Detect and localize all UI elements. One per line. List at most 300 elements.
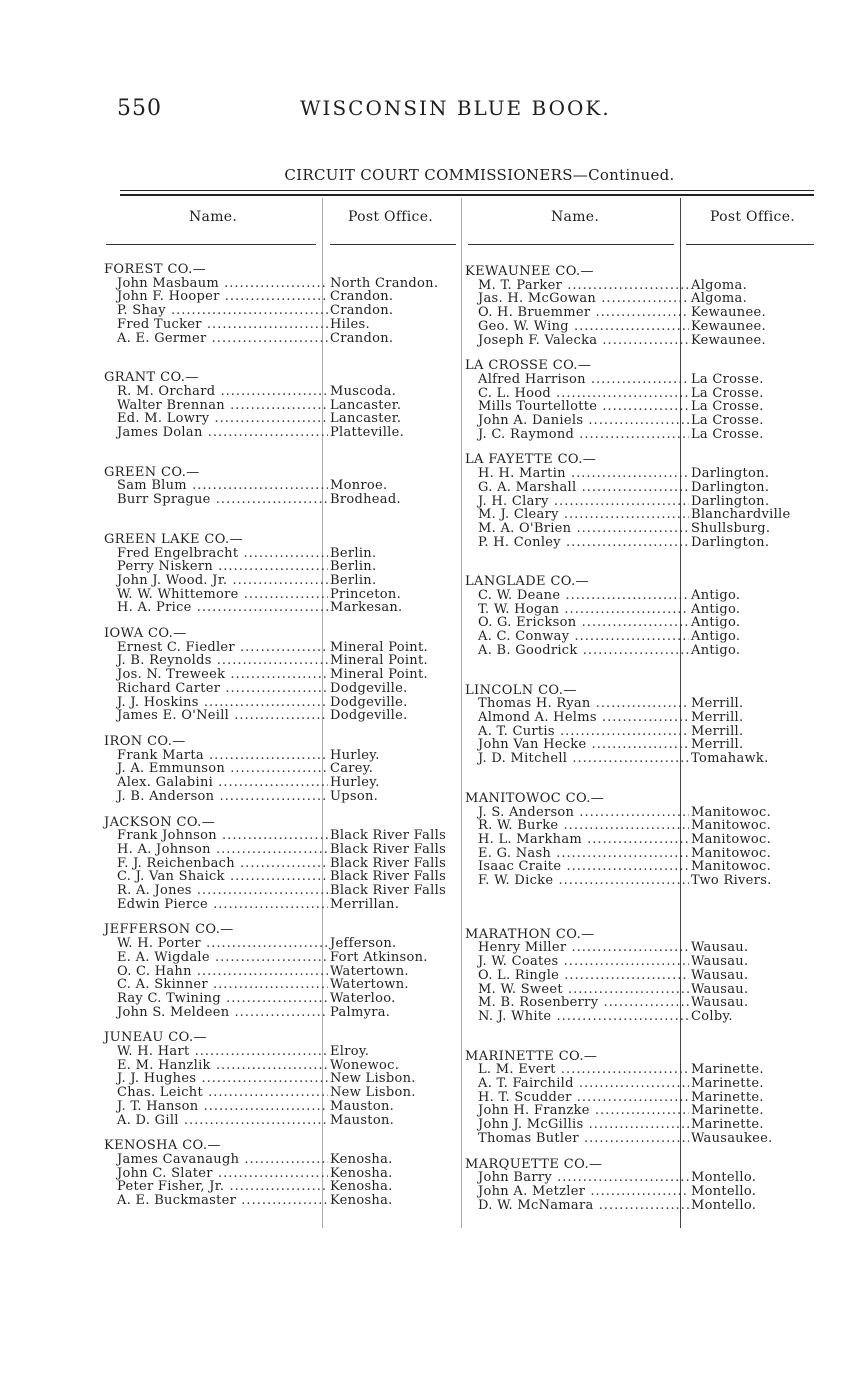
commissioner-row	[465, 983, 815, 997]
county-heading: LA FAYETTE CO.—	[465, 452, 597, 468]
post-office: Kewaunee.	[691, 318, 766, 334]
post-office: Lancaster.	[330, 397, 402, 413]
post-office: Manitowoc.	[691, 818, 772, 834]
commissioner-row	[104, 951, 464, 965]
post-office: Wonewoc.	[330, 1057, 400, 1073]
county-heading: FOREST CO.—	[104, 262, 207, 277]
post-office: Brodhead.	[330, 492, 401, 508]
commissioner-row	[465, 320, 815, 334]
commissioner-name: J. T. Hanson .....	[104, 1100, 328, 1114]
commissioner-name: John Masbaum .....	[104, 277, 328, 291]
post-office: Watertown.	[330, 977, 409, 993]
post-office: Wausau.	[691, 995, 749, 1011]
commissioner-name: John F. Hooper .....	[104, 290, 328, 304]
post-office: Hurley.	[330, 775, 380, 791]
commissioner-name: James Cavanaugh .....	[104, 1153, 328, 1167]
commissioner-row	[104, 937, 464, 951]
county-group	[104, 466, 464, 507]
commissioner-name: Isaac Craite .....	[465, 860, 689, 874]
county-heading: LANGLADE CO.—	[465, 574, 590, 590]
county-heading: MARINETTE CO.—	[465, 1048, 598, 1064]
post-office: Merrill.	[691, 737, 744, 753]
post-office: Kenosha.	[330, 1165, 393, 1181]
commissioner-name: G. A. Marshall .....	[465, 481, 689, 495]
commissioner-name: A. D. Gill .....	[104, 1114, 328, 1128]
post-office: Shullsburg.	[691, 520, 771, 536]
county-heading: LINCOLN CO.—	[465, 682, 577, 698]
commissioner-name: Alfred Harrison .....	[465, 373, 689, 387]
county-heading: MANITOWOC CO.—	[465, 790, 605, 806]
commissioner-name: N. J. White .....	[465, 1010, 689, 1024]
section-title	[0, 166, 859, 184]
commissioner-row	[465, 1171, 815, 1185]
commissioner-row	[104, 290, 464, 304]
commissioner-row	[104, 992, 464, 1006]
post-office: Marinette.	[691, 1103, 764, 1119]
commissioner-row	[104, 898, 464, 912]
commissioner-name: C. L. Hood .....	[465, 387, 689, 401]
top-rule-thick	[120, 194, 814, 196]
commissioner-row	[104, 843, 464, 857]
post-office: Mineral Point.	[330, 667, 428, 683]
post-office-header-left: Post Office.	[348, 209, 434, 225]
commissioner-name: J. C. Raymond .....	[465, 428, 689, 442]
post-office: Colby.	[691, 1008, 733, 1024]
post-office: Merrill.	[691, 709, 744, 725]
commissioner-name: A. C. Conway .....	[465, 630, 689, 644]
county-group	[104, 1031, 464, 1127]
county-group	[465, 1158, 815, 1213]
commissioner-name: John C. Slater .....	[104, 1167, 328, 1181]
commissioner-name: H. H. Martin .....	[465, 467, 689, 481]
commissioner-row	[104, 1059, 464, 1073]
post-office: Crandon.	[330, 289, 394, 305]
post-office: Montello.	[691, 1183, 757, 1199]
commissioner-name: Mills Tourtellotte .....	[465, 400, 689, 414]
post-office: Two Rivers.	[691, 873, 772, 889]
post-office: Muscoda.	[330, 383, 397, 399]
post-office: Kewaunee.	[691, 332, 766, 348]
commissioner-row	[104, 412, 464, 426]
post-office: Berlin.	[330, 572, 377, 588]
commissioner-name: A. T. Fairchild .....	[465, 1077, 689, 1091]
post-office: Antigo.	[691, 629, 741, 645]
commissioner-row	[465, 833, 815, 847]
post-office: Antigo.	[691, 615, 741, 631]
post-office: Mauston.	[330, 1098, 395, 1114]
commissioner-name: Jas. H. McGowan .....	[465, 292, 689, 306]
post-office: La Crosse.	[691, 371, 764, 387]
post-office: Wausau.	[691, 967, 749, 983]
post-office: Waterloo.	[330, 990, 396, 1006]
post-office: Monroe.	[330, 478, 388, 494]
commissioner-row	[104, 1153, 464, 1167]
commissioner-name: John J. McGillis .....	[465, 1118, 689, 1132]
post-office: Kenosha.	[330, 1151, 393, 1167]
commissioner-name: John Barry .....	[465, 1171, 689, 1185]
commissioner-name: Jos. N. Treweek .....	[104, 668, 328, 682]
commissioner-name: Almond A. Helms .....	[465, 711, 689, 725]
post-office: Antigo.	[691, 588, 741, 604]
post-office: Dodgeville.	[330, 680, 408, 696]
commissioner-row	[104, 277, 464, 291]
county-group	[465, 453, 815, 549]
post-office: Kenosha.	[330, 1179, 393, 1195]
commissioner-name: A. E. Buckmaster .....	[104, 1194, 328, 1208]
commissioner-name: M. J. Cleary .....	[465, 508, 689, 522]
commissioner-row	[465, 955, 815, 969]
commissioner-row	[104, 654, 464, 668]
header-rule-2	[330, 244, 456, 245]
commissioner-row	[465, 996, 815, 1010]
post-office: Hiles.	[330, 316, 370, 332]
commissioner-row	[465, 738, 815, 752]
county-group	[104, 533, 464, 615]
post-office: Tomahawk.	[691, 751, 769, 767]
commissioner-row	[104, 1006, 464, 1020]
post-office: Algoma.	[691, 291, 748, 307]
post-office: Markesan.	[330, 600, 403, 616]
commissioner-name: Frank Marta .....	[104, 749, 328, 763]
post-office: Berlin.	[330, 559, 377, 575]
post-office: Manitowoc.	[691, 804, 772, 820]
commissioner-row	[465, 1185, 815, 1199]
commissioner-name: A. T. Curtis .....	[465, 725, 689, 739]
commissioner-row	[465, 860, 815, 874]
commissioner-row	[465, 495, 815, 509]
post-office: Fort Atkinson.	[330, 949, 428, 965]
commissioner-name: M. T. Parker .....	[465, 279, 689, 293]
commissioner-row	[465, 428, 815, 442]
commissioner-name: Chas. Leicht .....	[104, 1086, 328, 1100]
county-heading: KENOSHA CO.—	[104, 1138, 221, 1154]
commissioner-name: J. A. Emmunson .....	[104, 762, 328, 776]
post-office: Wausaukee.	[691, 1130, 773, 1146]
commissioner-row	[104, 790, 464, 804]
commissioner-name: M. B. Rosenberry .....	[465, 996, 689, 1010]
post-office: Merrillan.	[330, 896, 400, 912]
commissioner-row	[104, 884, 464, 898]
post-office: Marinette.	[691, 1117, 764, 1133]
post-office: Mineral Point.	[330, 653, 428, 669]
post-office: Hurley.	[330, 747, 380, 763]
commissioner-name: H. L. Markham .....	[465, 833, 689, 847]
commissioner-name: Edwin Pierce .....	[104, 898, 328, 912]
county-group	[465, 575, 815, 657]
page-number: 550	[117, 96, 162, 121]
post-office: Elroy.	[330, 1044, 370, 1060]
commissioner-name: C. W. Deane .....	[465, 589, 689, 603]
commissioner-name: Fred Tucker .....	[104, 318, 328, 332]
commissioner-name: H. T. Scudder .....	[465, 1091, 689, 1105]
commissioner-row	[104, 479, 464, 493]
commissioner-row	[104, 1194, 464, 1208]
commissioner-row	[104, 749, 464, 763]
commissioner-name: Burr Sprague .....	[104, 493, 328, 507]
commissioner-name: L. M. Evert .....	[465, 1063, 689, 1077]
commissioner-row	[465, 847, 815, 861]
commissioner-row	[104, 385, 464, 399]
commissioner-row	[104, 574, 464, 588]
post-office: Darlington.	[691, 479, 770, 495]
county-heading: JEFFERSON CO.—	[104, 922, 234, 938]
post-office: Marinette.	[691, 1089, 764, 1105]
commissioner-row	[104, 870, 464, 884]
commissioner-row	[104, 668, 464, 682]
commissioner-row	[465, 1063, 815, 1077]
post-office: Black River Falls	[330, 869, 447, 885]
commissioner-name: Richard Carter .....	[104, 682, 328, 696]
commissioner-row	[465, 819, 815, 833]
commissioner-row	[104, 1072, 464, 1086]
commissioner-row	[465, 1104, 815, 1118]
commissioner-row	[465, 334, 815, 348]
commissioner-name: Perry Niskern .....	[104, 560, 328, 574]
commissioner-row	[104, 304, 464, 318]
commissioner-row	[465, 1010, 815, 1024]
commissioner-row	[465, 941, 815, 955]
commissioner-name: O. L. Ringle .....	[465, 969, 689, 983]
commissioner-name: R. A. Jones .....	[104, 884, 328, 898]
commissioner-row	[104, 1114, 464, 1128]
commissioner-name: Thomas H. Ryan .....	[465, 697, 689, 711]
post-office: Kenosha.	[330, 1193, 393, 1209]
commissioner-name: Frank Johnson .....	[104, 829, 328, 843]
commissioner-row	[104, 682, 464, 696]
commissioner-name: Joseph F. Valecka .....	[465, 334, 689, 348]
commissioner-name: John H. Franzke .....	[465, 1104, 689, 1118]
commissioner-name: Ed. M. Lowry .....	[104, 412, 328, 426]
commissioner-row	[465, 400, 815, 414]
county-group	[465, 792, 815, 888]
county-group	[465, 265, 815, 347]
post-office: Lancaster.	[330, 411, 402, 427]
county-group	[104, 1139, 464, 1208]
commissioner-row	[465, 1132, 815, 1146]
commissioner-row	[465, 874, 815, 888]
commissioner-name: E. G. Nash .....	[465, 847, 689, 861]
commissioner-name: E. A. Wigdale .....	[104, 951, 328, 965]
commissioner-name: James Dolan .....	[104, 426, 328, 440]
post-office: La Crosse.	[691, 426, 764, 442]
commissioner-name: J. D. Mitchell .....	[465, 752, 689, 766]
county-heading: IOWA CO.—	[104, 626, 187, 642]
commissioner-row	[104, 588, 464, 602]
commissioner-row	[465, 292, 815, 306]
post-office: Black River Falls	[330, 883, 447, 899]
post-office: Antigo.	[691, 601, 741, 617]
post-office: New Lisbon.	[330, 1071, 416, 1087]
commissioner-row	[104, 857, 464, 871]
post-office: Manitowoc.	[691, 859, 772, 875]
commissioner-row	[104, 1167, 464, 1181]
commissioner-row	[465, 306, 815, 320]
commissioner-row	[104, 762, 464, 776]
commissioner-row	[104, 1045, 464, 1059]
county-group	[104, 816, 464, 912]
post-office: Crandon.	[330, 330, 394, 346]
post-office: Wausau.	[691, 981, 749, 997]
commissioner-row	[104, 641, 464, 655]
commissioner-row	[104, 318, 464, 332]
county-heading: JACKSON CO.—	[104, 814, 216, 830]
post-office: Antigo.	[691, 642, 741, 658]
section-title-text: CIRCUIT COURT COMMISSIONERS—Continued.	[284, 166, 675, 184]
commissioner-row	[465, 373, 815, 387]
commissioner-name: O. H. Bruemmer .....	[465, 306, 689, 320]
post-office: Manitowoc.	[691, 831, 772, 847]
county-heading: MARQUETTE CO.—	[465, 1156, 603, 1172]
commissioner-name: Peter Fisher, Jr. .....	[104, 1180, 328, 1194]
commissioner-name: O. C. Hahn .....	[104, 965, 328, 979]
post-office: Wausau.	[691, 954, 749, 970]
county-heading: MARATHON CO.—	[465, 926, 595, 942]
commissioner-name: John Van Hecke .....	[465, 738, 689, 752]
commissioner-name: John A. Daniels .....	[465, 414, 689, 428]
header-rule-4	[686, 244, 814, 245]
commissioner-name: R. W. Burke .....	[465, 819, 689, 833]
county-group	[465, 1050, 815, 1146]
commissioner-row	[465, 522, 815, 536]
right-column	[465, 265, 815, 1212]
commissioner-name: F. J. Reichenbach .....	[104, 857, 328, 871]
commissioner-name: M. W. Sweet .....	[465, 983, 689, 997]
top-rule	[120, 190, 814, 191]
county-group	[465, 359, 815, 441]
post-office: Black River Falls	[330, 828, 447, 844]
post-office: Watertown.	[330, 963, 409, 979]
post-office: Blanchardville	[691, 507, 791, 523]
commissioner-name: W. H. Porter .....	[104, 937, 328, 951]
commissioner-name: Alex. Galabini .....	[104, 776, 328, 790]
commissioner-row	[465, 725, 815, 739]
commissioner-name: J. J. Hoskins .....	[104, 696, 328, 710]
commissioner-name: T. W. Hogan .....	[465, 603, 689, 617]
commissioner-row	[104, 1100, 464, 1114]
commissioner-name: Ernest C. Fiedler .....	[104, 641, 328, 655]
commissioner-row	[104, 426, 464, 440]
commissioner-name: P. H. Conley .....	[465, 536, 689, 550]
county-heading: LA CROSSE CO.—	[465, 358, 592, 374]
post-office: Darlington.	[691, 466, 770, 482]
name-header-left: Name.	[189, 209, 238, 225]
post-office: Mauston.	[330, 1112, 395, 1128]
commissioner-name: C. J. Van Shaick .....	[104, 870, 328, 884]
commissioner-name: John J. Wood. Jr. .....	[104, 574, 328, 588]
commissioner-row	[465, 481, 815, 495]
commissioner-row	[104, 1180, 464, 1194]
commissioner-name: P. Shay .....	[104, 304, 328, 318]
post-office: Montello.	[691, 1170, 757, 1186]
commissioner-name: Geo. W. Wing .....	[465, 320, 689, 334]
commissioner-row	[465, 414, 815, 428]
commissioner-row	[465, 1118, 815, 1132]
post-office: Berlin.	[330, 545, 377, 561]
commissioner-name: R. M. Orchard .....	[104, 385, 328, 399]
commissioner-row	[465, 279, 815, 293]
county-heading: JUNEAU CO.—	[104, 1030, 207, 1046]
post-office: Jefferson.	[330, 936, 397, 952]
commissioner-row	[465, 387, 815, 401]
county-heading: GRANT CO.—	[104, 370, 199, 386]
commissioner-name: H. A. Price .....	[104, 601, 328, 615]
commissioner-row	[104, 978, 464, 992]
post-office: Manitowoc.	[691, 845, 772, 861]
post-office: Montello.	[691, 1197, 757, 1213]
commissioner-row	[465, 1199, 815, 1213]
post-office: Darlington.	[691, 534, 770, 550]
commissioner-name: M. A. O'Brien .....	[465, 522, 689, 536]
post-office: Marinette.	[691, 1062, 764, 1078]
commissioner-row	[465, 536, 815, 550]
post-office: Wausau.	[691, 940, 749, 956]
commissioner-row	[465, 697, 815, 711]
commissioner-name: Ray C. Twining .....	[104, 992, 328, 1006]
county-group	[465, 684, 815, 766]
commissioner-row	[465, 1077, 815, 1091]
commissioner-row	[465, 806, 815, 820]
commissioner-name: John A. Metzler .....	[465, 1185, 689, 1199]
commissioner-row	[465, 616, 815, 630]
commissioner-row	[104, 829, 464, 843]
post-office: Platteville.	[330, 425, 405, 441]
commissioner-row	[465, 589, 815, 603]
county-heading: GREEN CO.—	[104, 464, 200, 480]
commissioner-name: H. A. Johnson .....	[104, 843, 328, 857]
post-office: La Crosse.	[691, 385, 764, 401]
name-header-right: Name.	[551, 209, 600, 225]
county-heading: KEWAUNEE CO.—	[465, 264, 594, 279]
post-office: New Lisbon.	[330, 1085, 416, 1101]
commissioner-name: W. W. Whittemore .....	[104, 588, 328, 602]
post-office: Merrill.	[691, 696, 744, 712]
commissioner-row	[465, 644, 815, 658]
commissioner-name: Sam Blum .....	[104, 479, 328, 493]
post-office: Dodgeville.	[330, 694, 408, 710]
post-office: Palmyra.	[330, 1004, 391, 1020]
post-office-header-right: Post Office.	[710, 209, 796, 225]
post-office: Crandon.	[330, 303, 394, 319]
commissioner-name: J. W. Coates .....	[465, 955, 689, 969]
commissioner-row	[465, 1091, 815, 1105]
commissioner-name: F. W. Dicke .....	[465, 874, 689, 888]
county-group	[104, 627, 464, 723]
post-office: La Crosse.	[691, 413, 764, 429]
commissioner-name: J. B. Reynolds .....	[104, 654, 328, 668]
commissioner-name: J. H. Clary .....	[465, 495, 689, 509]
commissioner-row	[465, 711, 815, 725]
commissioner-row	[104, 560, 464, 574]
commissioner-name: O. G. Erickson .....	[465, 616, 689, 630]
post-office: Marinette.	[691, 1076, 764, 1092]
commissioner-row	[104, 547, 464, 561]
commissioner-name: John S. Meldeen .....	[104, 1006, 328, 1020]
post-office: North Crandon.	[330, 275, 439, 291]
commissioner-row	[465, 467, 815, 481]
county-heading: GREEN LAKE CO.—	[104, 531, 243, 547]
commissioner-name: James E. O'Neill .....	[104, 709, 328, 723]
book-title: WISCONSIN BLUE BOOK.	[300, 96, 611, 120]
post-office: Carey.	[330, 761, 374, 777]
commissioner-name: Thomas Butler .....	[465, 1132, 689, 1146]
county-group	[104, 371, 464, 440]
commissioner-row	[104, 1086, 464, 1100]
post-office: Mineral Point.	[330, 639, 428, 655]
commissioner-name: D. W. McNamara .....	[465, 1199, 689, 1213]
header-rule-1	[106, 244, 316, 245]
commissioner-name: J. S. Anderson .....	[465, 806, 689, 820]
post-office: Black River Falls	[330, 855, 447, 871]
